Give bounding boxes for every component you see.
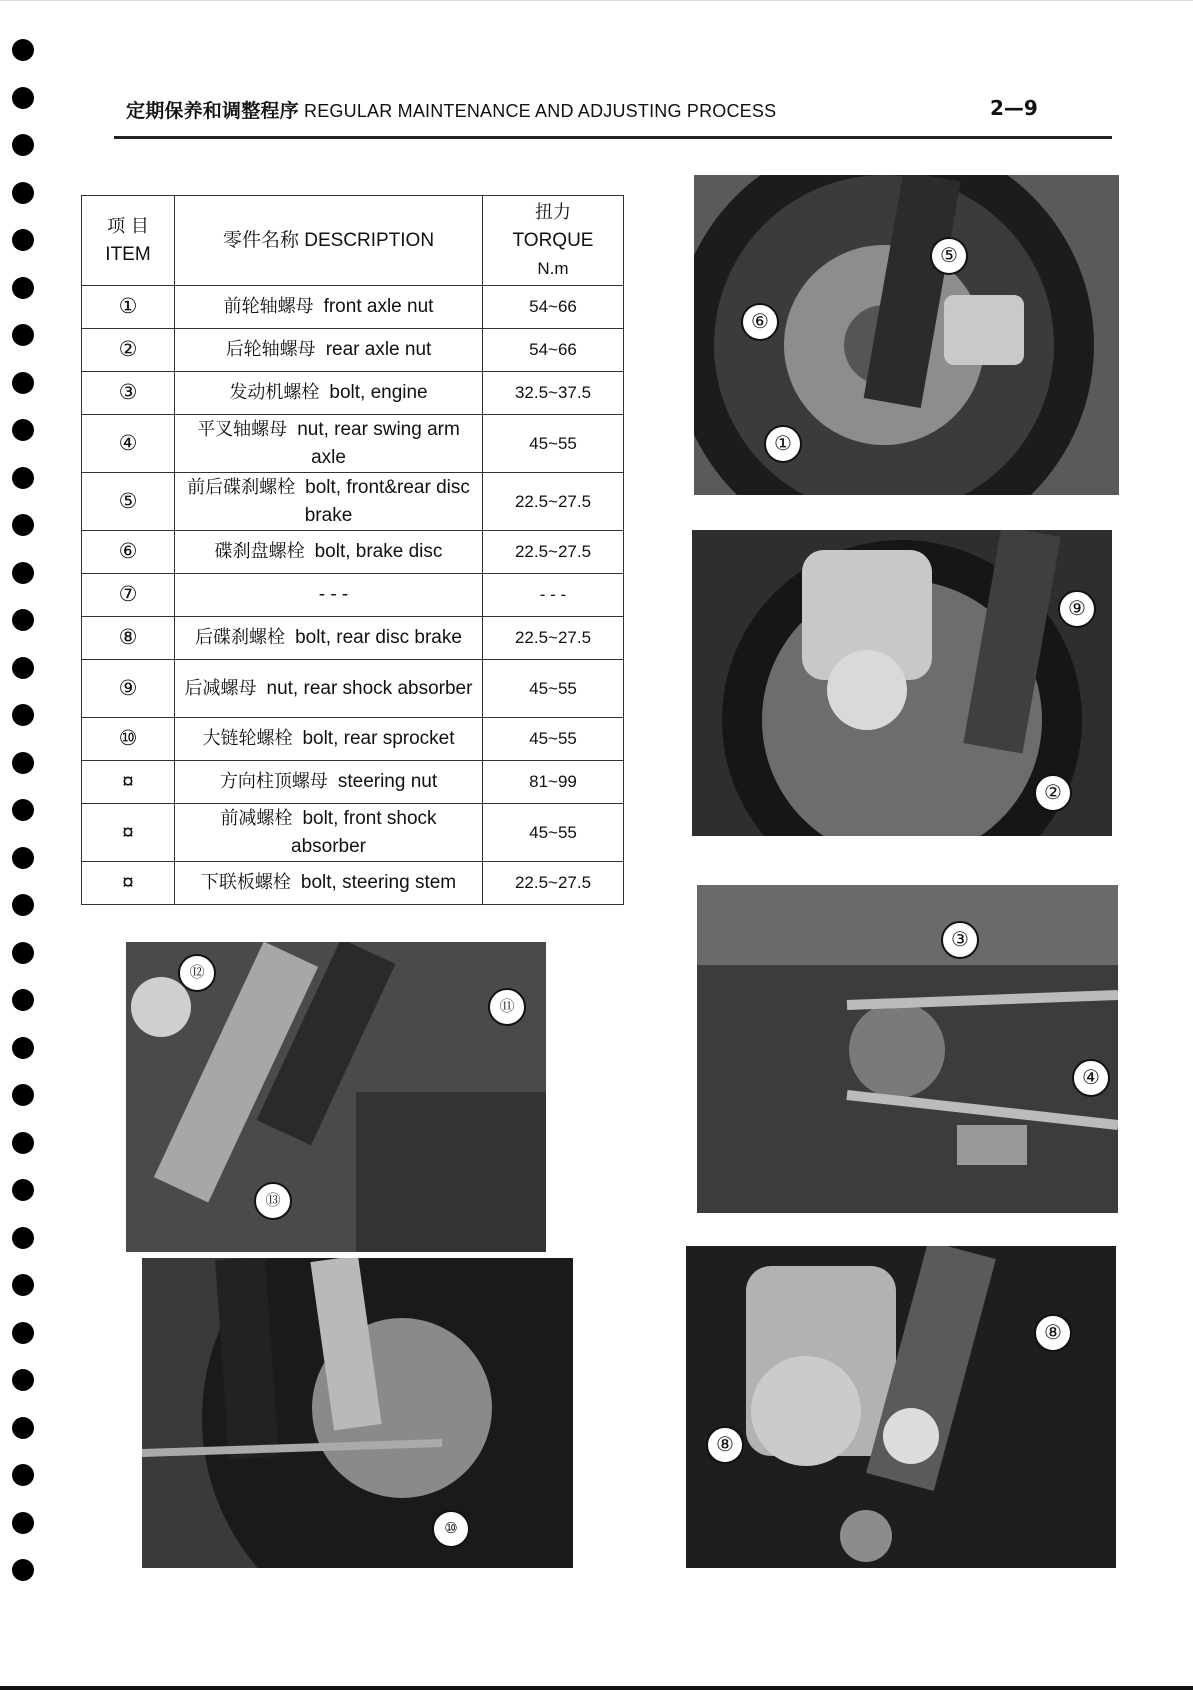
row-description-cn: 方向柱顶螺母	[219, 771, 328, 792]
row-description-cn: 发动机螺栓	[229, 382, 320, 403]
binding-hole	[12, 1132, 34, 1154]
binding-hole	[12, 514, 34, 536]
row-description	[175, 531, 483, 574]
photo-engine-swingarm-drawing	[697, 885, 1118, 1213]
binding-hole	[12, 799, 34, 821]
header-item-cn: 项 目	[107, 215, 149, 237]
row-description-en: nut, rear swing arm axle	[297, 418, 460, 468]
callout-3: ③	[941, 921, 979, 959]
row-description-en: nut, rear shock absorber	[266, 677, 473, 699]
callout-8-lower: ⑧	[706, 1426, 744, 1464]
row-description	[175, 329, 483, 372]
table-row	[82, 617, 624, 660]
binding-hole	[12, 609, 34, 631]
table-row	[82, 804, 624, 862]
row-torque: 54~66	[483, 286, 624, 329]
header-torque-cn: 扭力	[535, 201, 571, 223]
header-item	[82, 196, 175, 286]
binding-hole	[12, 1417, 34, 1439]
row-description	[175, 574, 483, 617]
binding-hole	[12, 324, 34, 346]
row-description-en: bolt, rear disc brake	[295, 627, 462, 648]
callout-13: ⑬	[254, 1182, 292, 1220]
page-bottom-edge	[0, 1686, 1193, 1690]
header-title-cn: 定期保养和调整程序	[126, 100, 299, 122]
row-torque: 81~99	[483, 761, 624, 804]
callout-4: ④	[1072, 1059, 1110, 1097]
table-row	[82, 329, 624, 372]
binding-holes	[0, 0, 50, 1690]
row-description	[175, 862, 483, 905]
row-item: ⑦	[82, 574, 175, 617]
photo-rear-caliper	[692, 530, 1112, 836]
row-torque: - - -	[483, 574, 624, 617]
row-description-en: - - -	[318, 584, 349, 605]
binding-hole	[12, 1274, 34, 1296]
row-description-en: bolt, engine	[329, 382, 428, 403]
binding-hole	[12, 989, 34, 1011]
row-item: ⑧	[82, 617, 175, 660]
row-description	[175, 761, 483, 804]
binding-hole	[12, 1179, 34, 1201]
row-description-en: steering nut	[337, 771, 438, 792]
binding-hole	[12, 1369, 34, 1391]
photo-front-wheel	[694, 175, 1119, 495]
binding-hole	[12, 847, 34, 869]
row-torque: 32.5~37.5	[483, 372, 624, 415]
binding-hole	[12, 134, 34, 156]
binding-hole	[12, 87, 34, 109]
row-torque: 22.5~27.5	[483, 862, 624, 905]
table-row	[82, 574, 624, 617]
row-description-cn: 下联板螺栓	[200, 872, 291, 893]
table-row	[82, 761, 624, 804]
binding-hole	[12, 182, 34, 204]
binding-hole	[12, 1037, 34, 1059]
callout-8-upper: ⑧	[1034, 1314, 1072, 1352]
row-description-cn: 前减螺栓	[220, 807, 293, 829]
binding-hole	[12, 1464, 34, 1486]
row-torque: 45~55	[483, 718, 624, 761]
header-description: 零件名称 DESCRIPTION	[175, 196, 483, 286]
callout-2: ②	[1034, 774, 1072, 812]
binding-hole	[12, 1322, 34, 1344]
photo-rear-sprocket	[142, 1258, 573, 1568]
row-description	[175, 286, 483, 329]
row-item: ⑨	[82, 660, 175, 718]
row-item: ¤	[82, 804, 175, 862]
binding-hole	[12, 894, 34, 916]
row-item: ④	[82, 415, 175, 473]
table-row	[82, 372, 624, 415]
row-description-en: bolt, front shock absorber	[291, 807, 437, 857]
row-description	[175, 617, 483, 660]
callout-6: ⑥	[741, 303, 779, 341]
callout-12: ⑫	[178, 954, 216, 992]
binding-hole	[12, 704, 34, 726]
row-item: ¤	[82, 862, 175, 905]
photo-rear-sprocket-drawing	[142, 1258, 573, 1568]
row-torque: 45~55	[483, 804, 624, 862]
row-torque: 22.5~27.5	[483, 531, 624, 574]
photo-rear-brake-caliper	[686, 1246, 1116, 1568]
row-torque: 22.5~27.5	[483, 617, 624, 660]
row-description-en: bolt, brake disc	[314, 541, 443, 562]
row-description-cn: 碟刹盘螺栓	[214, 541, 305, 562]
row-description-cn: 前后碟刹螺栓	[187, 476, 296, 498]
binding-hole	[12, 372, 34, 394]
binding-hole	[12, 39, 34, 61]
table-row	[82, 660, 624, 718]
row-torque: 22.5~27.5	[483, 473, 624, 531]
row-item: ⑥	[82, 531, 175, 574]
binding-hole	[12, 419, 34, 441]
photo-steering-head	[126, 942, 546, 1252]
header-item-en: ITEM	[105, 243, 151, 265]
binding-hole	[12, 1227, 34, 1249]
photo-engine-swingarm	[697, 885, 1118, 1213]
page-header	[126, 96, 776, 123]
table-row	[82, 286, 624, 329]
table-row	[82, 415, 624, 473]
callout-5: ⑤	[930, 237, 968, 275]
row-item: ③	[82, 372, 175, 415]
header-torque	[483, 196, 624, 286]
row-description	[175, 473, 483, 531]
row-description-cn: 后轮轴螺母	[225, 339, 316, 360]
row-description-cn: 大链轮螺栓	[202, 728, 293, 749]
row-torque: 45~55	[483, 660, 624, 718]
row-item: ⑤	[82, 473, 175, 531]
callout-9: ⑨	[1058, 590, 1096, 628]
row-item: ⑩	[82, 718, 175, 761]
row-description-cn: 后减螺母	[184, 677, 257, 699]
row-item: ¤	[82, 761, 175, 804]
row-item: ②	[82, 329, 175, 372]
row-description-en: bolt, front&rear disc brake	[304, 476, 470, 526]
row-description	[175, 415, 483, 473]
binding-hole	[12, 1084, 34, 1106]
row-description-cn: 前轮轴螺母	[223, 296, 314, 317]
torque-table	[81, 195, 624, 905]
header-rule	[114, 136, 1112, 139]
row-torque: 45~55	[483, 415, 624, 473]
binding-hole	[12, 229, 34, 251]
page-top-edge	[0, 0, 1193, 1]
header-title-en: REGULAR MAINTENANCE AND ADJUSTING PROCESS	[304, 101, 777, 121]
table-row	[82, 473, 624, 531]
binding-hole	[12, 657, 34, 679]
row-description-en: front axle nut	[323, 296, 434, 317]
row-description-en: bolt, steering stem	[300, 872, 457, 893]
row-description	[175, 660, 483, 718]
callout-10: ⑩	[432, 1510, 470, 1548]
table-header-row	[82, 196, 624, 286]
table-row	[82, 862, 624, 905]
header-torque-unit: N.m	[537, 258, 569, 278]
table-row	[82, 531, 624, 574]
row-description	[175, 718, 483, 761]
binding-hole	[12, 467, 34, 489]
binding-hole	[12, 942, 34, 964]
page-number: 2—9	[990, 96, 1038, 120]
callout-11: ⑪	[488, 988, 526, 1026]
binding-hole	[12, 752, 34, 774]
binding-hole	[12, 1559, 34, 1581]
callout-1: ①	[764, 425, 802, 463]
binding-hole	[12, 277, 34, 299]
row-description-en: bolt, rear sprocket	[302, 728, 455, 749]
table-row	[82, 718, 624, 761]
binding-hole	[12, 1512, 34, 1534]
row-description	[175, 372, 483, 415]
row-description-cn: 平叉轴螺母	[197, 418, 288, 440]
row-description-cn: 后碟刹螺栓	[195, 627, 286, 648]
row-description	[175, 804, 483, 862]
binding-hole	[12, 562, 34, 584]
header-torque-en: TORQUE	[512, 229, 594, 251]
photo-rear-brake-caliper-drawing	[686, 1246, 1116, 1568]
row-torque: 54~66	[483, 329, 624, 372]
row-item: ①	[82, 286, 175, 329]
row-description-en: rear axle nut	[325, 339, 432, 360]
